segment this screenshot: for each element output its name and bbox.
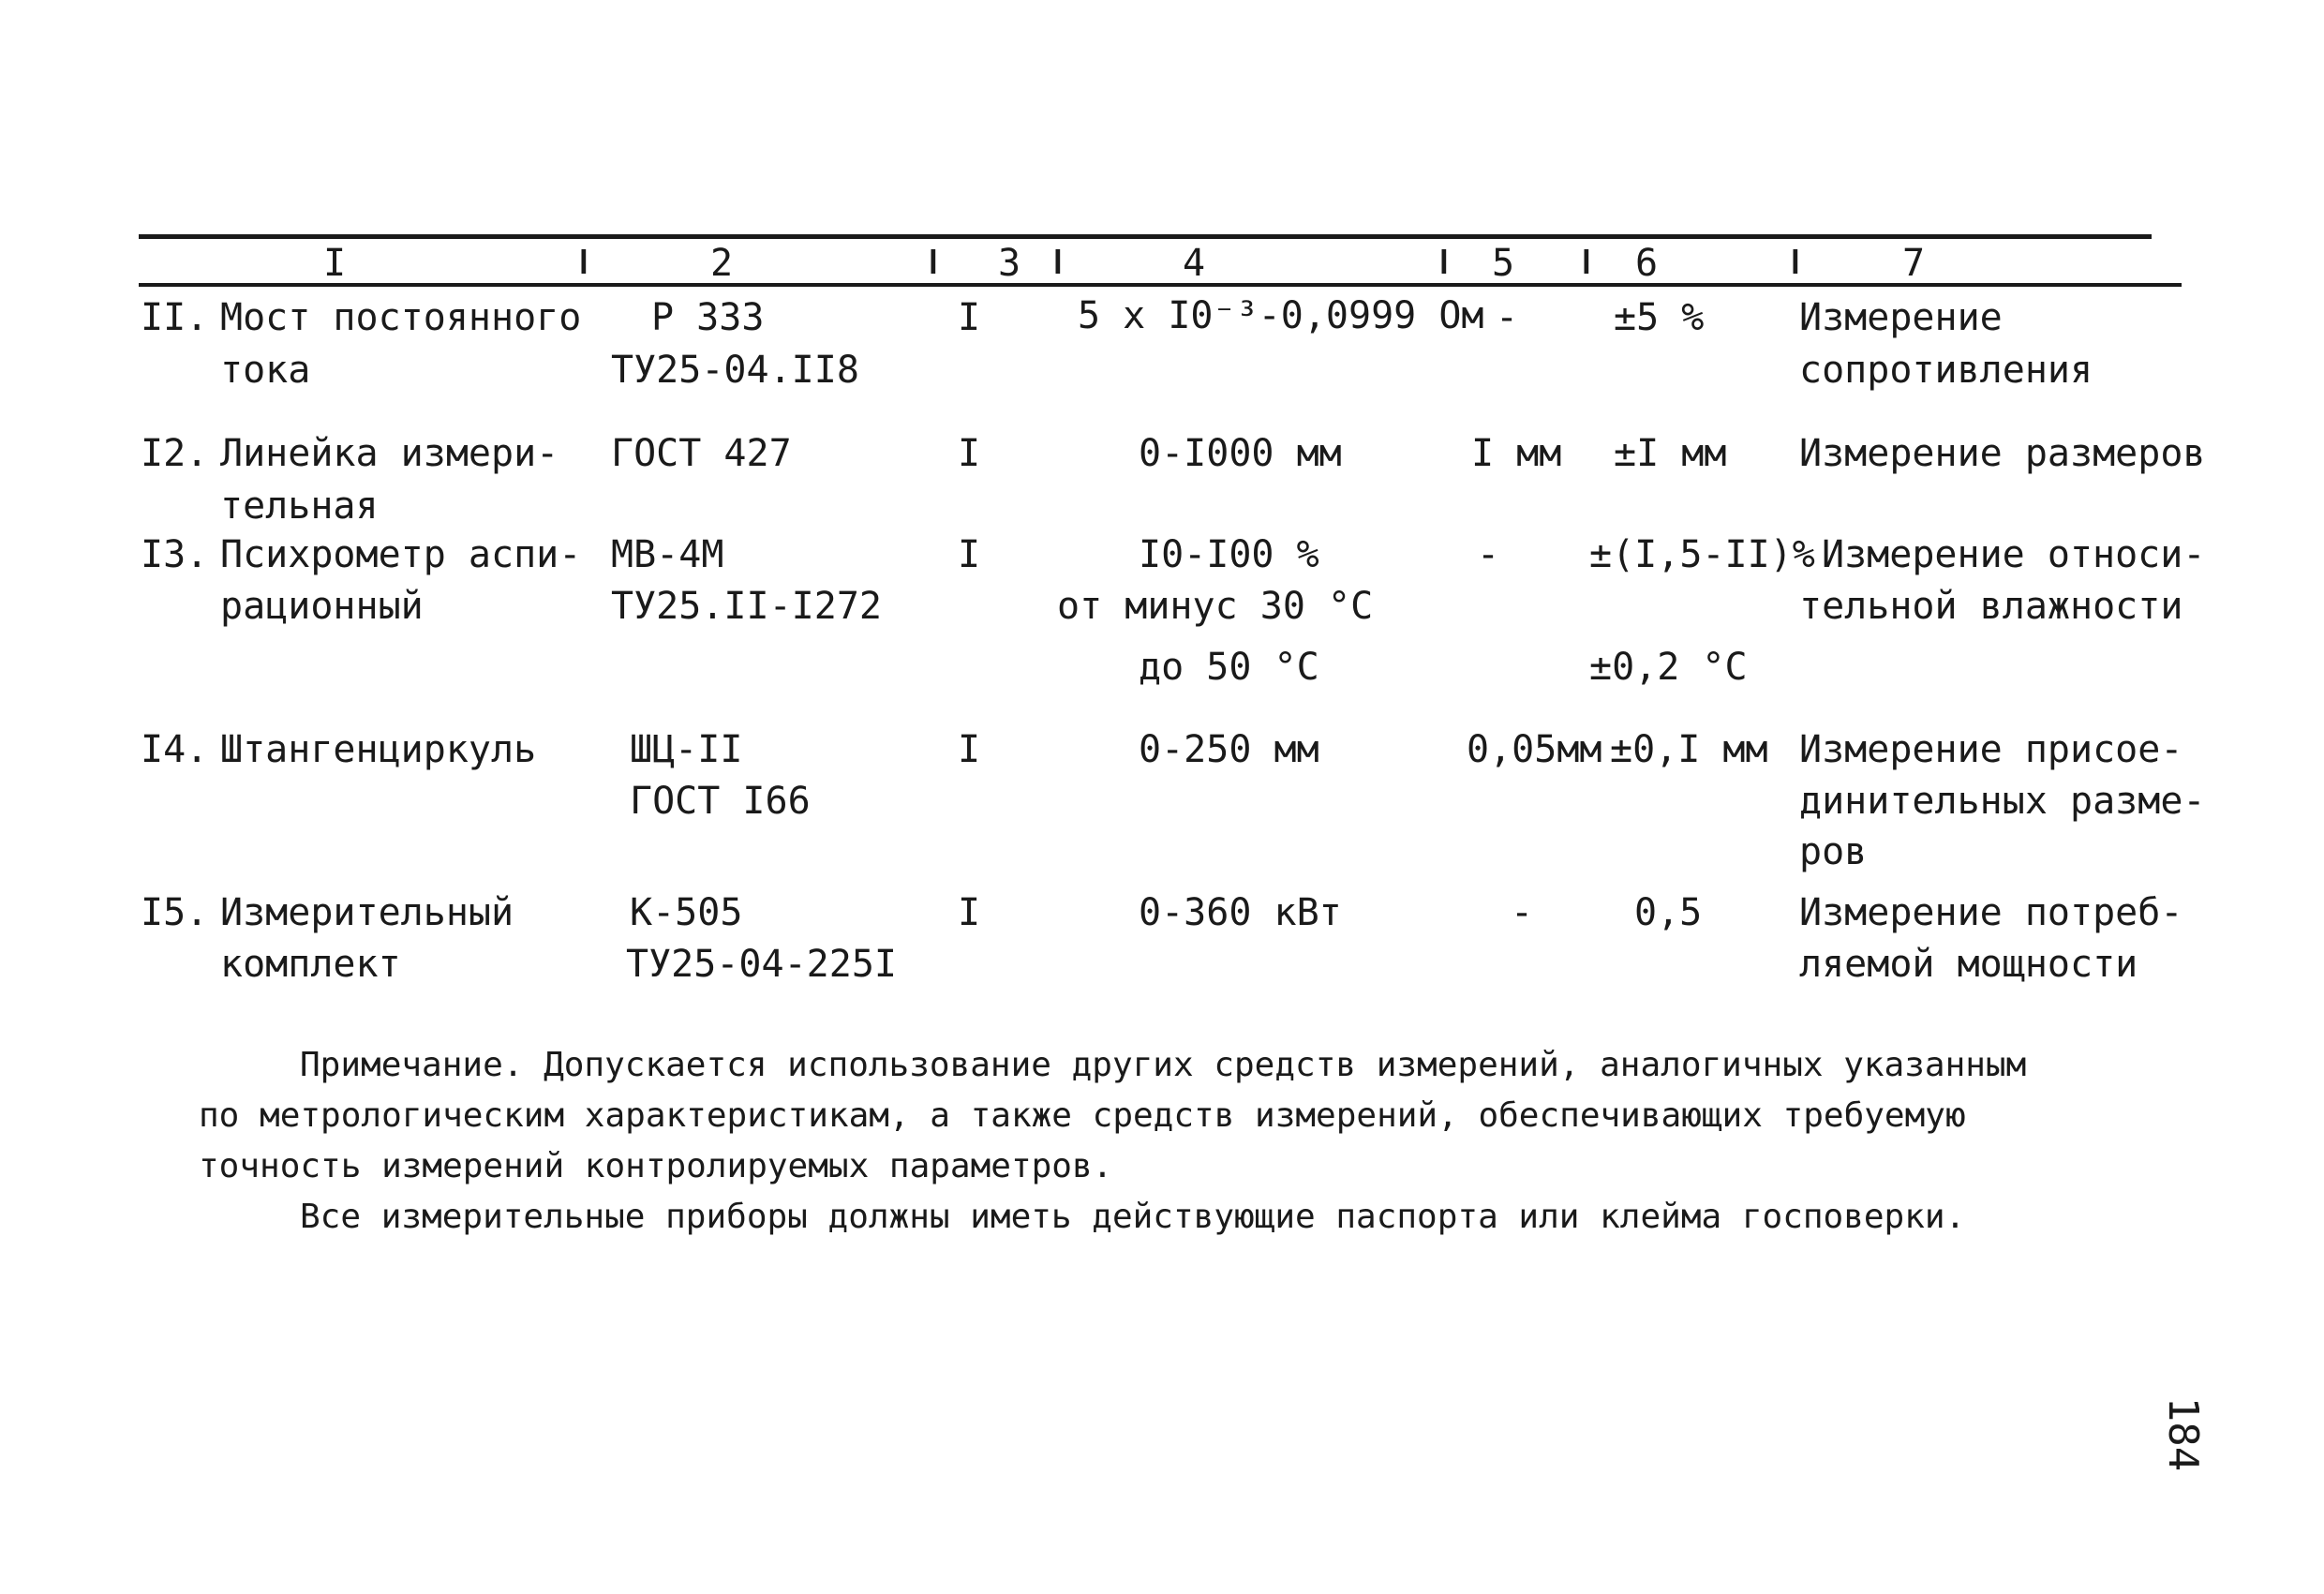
device-name: рационный	[220, 585, 424, 628]
division-value: -	[1477, 533, 1500, 576]
header-col-1: I	[323, 242, 347, 285]
measurement-range: I0-I00 %	[1139, 533, 1319, 576]
device-name: Штангенциркуль	[220, 728, 537, 771]
header-bottom-rule	[139, 283, 2182, 287]
measurement-range: 5 х I0⁻³-0,0999 Ом	[1078, 294, 1484, 337]
error-value: ±5 %	[1614, 296, 1705, 339]
header-separator: ǀ	[1434, 244, 1454, 282]
header-col-2: 2	[710, 242, 734, 285]
purpose: ров	[1799, 830, 1868, 873]
header-separator: ǀ	[574, 244, 594, 282]
device-type: ТУ25-04.II8	[611, 349, 859, 392]
purpose: динительных разме-	[1799, 780, 2206, 823]
header-col-3: 3	[998, 242, 1021, 285]
purpose: ляемой мощности	[1799, 943, 2138, 986]
accuracy-class: I	[958, 432, 981, 475]
accuracy-class: I	[958, 891, 981, 934]
header-separator: ǀ	[1048, 244, 1068, 282]
purpose: Измерение размеров	[1799, 432, 2206, 475]
device-name: тока	[220, 349, 311, 392]
purpose: Измерение потреб-	[1799, 891, 2183, 934]
purpose: Измерение относи-	[1822, 533, 2206, 576]
error-value: ±0,I мм	[1610, 728, 1768, 771]
error-value: 0,5	[1634, 891, 1703, 934]
device-type: ШЦ-II	[630, 728, 743, 771]
error-value: ±(I,5-II)%	[1589, 533, 1815, 576]
header-col-6: 6	[1635, 242, 1659, 285]
device-type: Р 333	[651, 296, 765, 339]
device-type: ГОСТ 427	[611, 432, 792, 475]
accuracy-class: I	[958, 296, 981, 339]
division-value: -	[1496, 296, 1519, 339]
purpose: сопротивления	[1799, 349, 2093, 392]
device-name: Психрометр аспи-	[220, 533, 582, 576]
measurement-range: 0-250 мм	[1139, 728, 1319, 771]
division-value: 0,05мм	[1467, 728, 1602, 771]
header-col-5: 5	[1492, 242, 1515, 285]
division-value: -	[1511, 891, 1534, 934]
note-line: Все измерительные приборы должны иметь действующие паспорта или клейма госповерки.	[300, 1198, 1966, 1236]
error-value: ±I мм	[1614, 432, 1727, 475]
device-name: тельная	[220, 484, 379, 528]
header-separator: ǀ	[1576, 244, 1597, 282]
header-separator: ǀ	[923, 244, 944, 282]
measurement-range: до 50 °С	[1139, 646, 1319, 689]
measurement-range: от минус 30 °С	[1057, 585, 1374, 628]
page-number: 184	[2159, 1396, 2208, 1472]
device-type: ТУ25-04-225I	[626, 943, 897, 986]
purpose: тельной влажности	[1799, 585, 2183, 628]
division-value: I мм	[1471, 432, 1562, 475]
note-line: по метрологическим характеристикам, а также средств измерений, обеспечивающих требуемую	[199, 1096, 1966, 1135]
device-name: Линейка измери-	[220, 432, 559, 475]
device-name: Измерительный	[220, 891, 514, 934]
device-type: К-505	[630, 891, 743, 934]
header-col-7: 7	[1902, 242, 1926, 285]
row-number: I2.	[141, 432, 209, 475]
row-number: I3.	[141, 533, 209, 576]
device-type: МВ-4М	[611, 533, 724, 576]
device-type: ГОСТ I66	[630, 780, 811, 823]
table-top-rule	[139, 234, 2152, 239]
note-line: Примечание. Допускается использование других средств измерений, аналогичных указанным	[300, 1046, 2027, 1084]
measurement-range: 0-360 кВт	[1139, 891, 1342, 934]
device-name: комплект	[220, 943, 401, 986]
row-number: II.	[141, 296, 209, 339]
header-separator: ǀ	[1785, 244, 1806, 282]
accuracy-class: I	[958, 533, 981, 576]
error-value: ±0,2 °С	[1589, 646, 1748, 689]
note-line: точность измерений контролируемых параметров.	[199, 1147, 1113, 1185]
header-col-4: 4	[1183, 242, 1206, 285]
purpose: Измерение	[1799, 296, 2003, 339]
accuracy-class: I	[958, 728, 981, 771]
purpose: Измерение присое-	[1799, 728, 2183, 771]
row-number: I5.	[141, 891, 209, 934]
measurement-range: 0-I000 мм	[1139, 432, 1342, 475]
device-type: ТУ25.II-I272	[611, 585, 882, 628]
device-name: Мост постоянного	[220, 296, 582, 339]
row-number: I4.	[141, 728, 209, 771]
